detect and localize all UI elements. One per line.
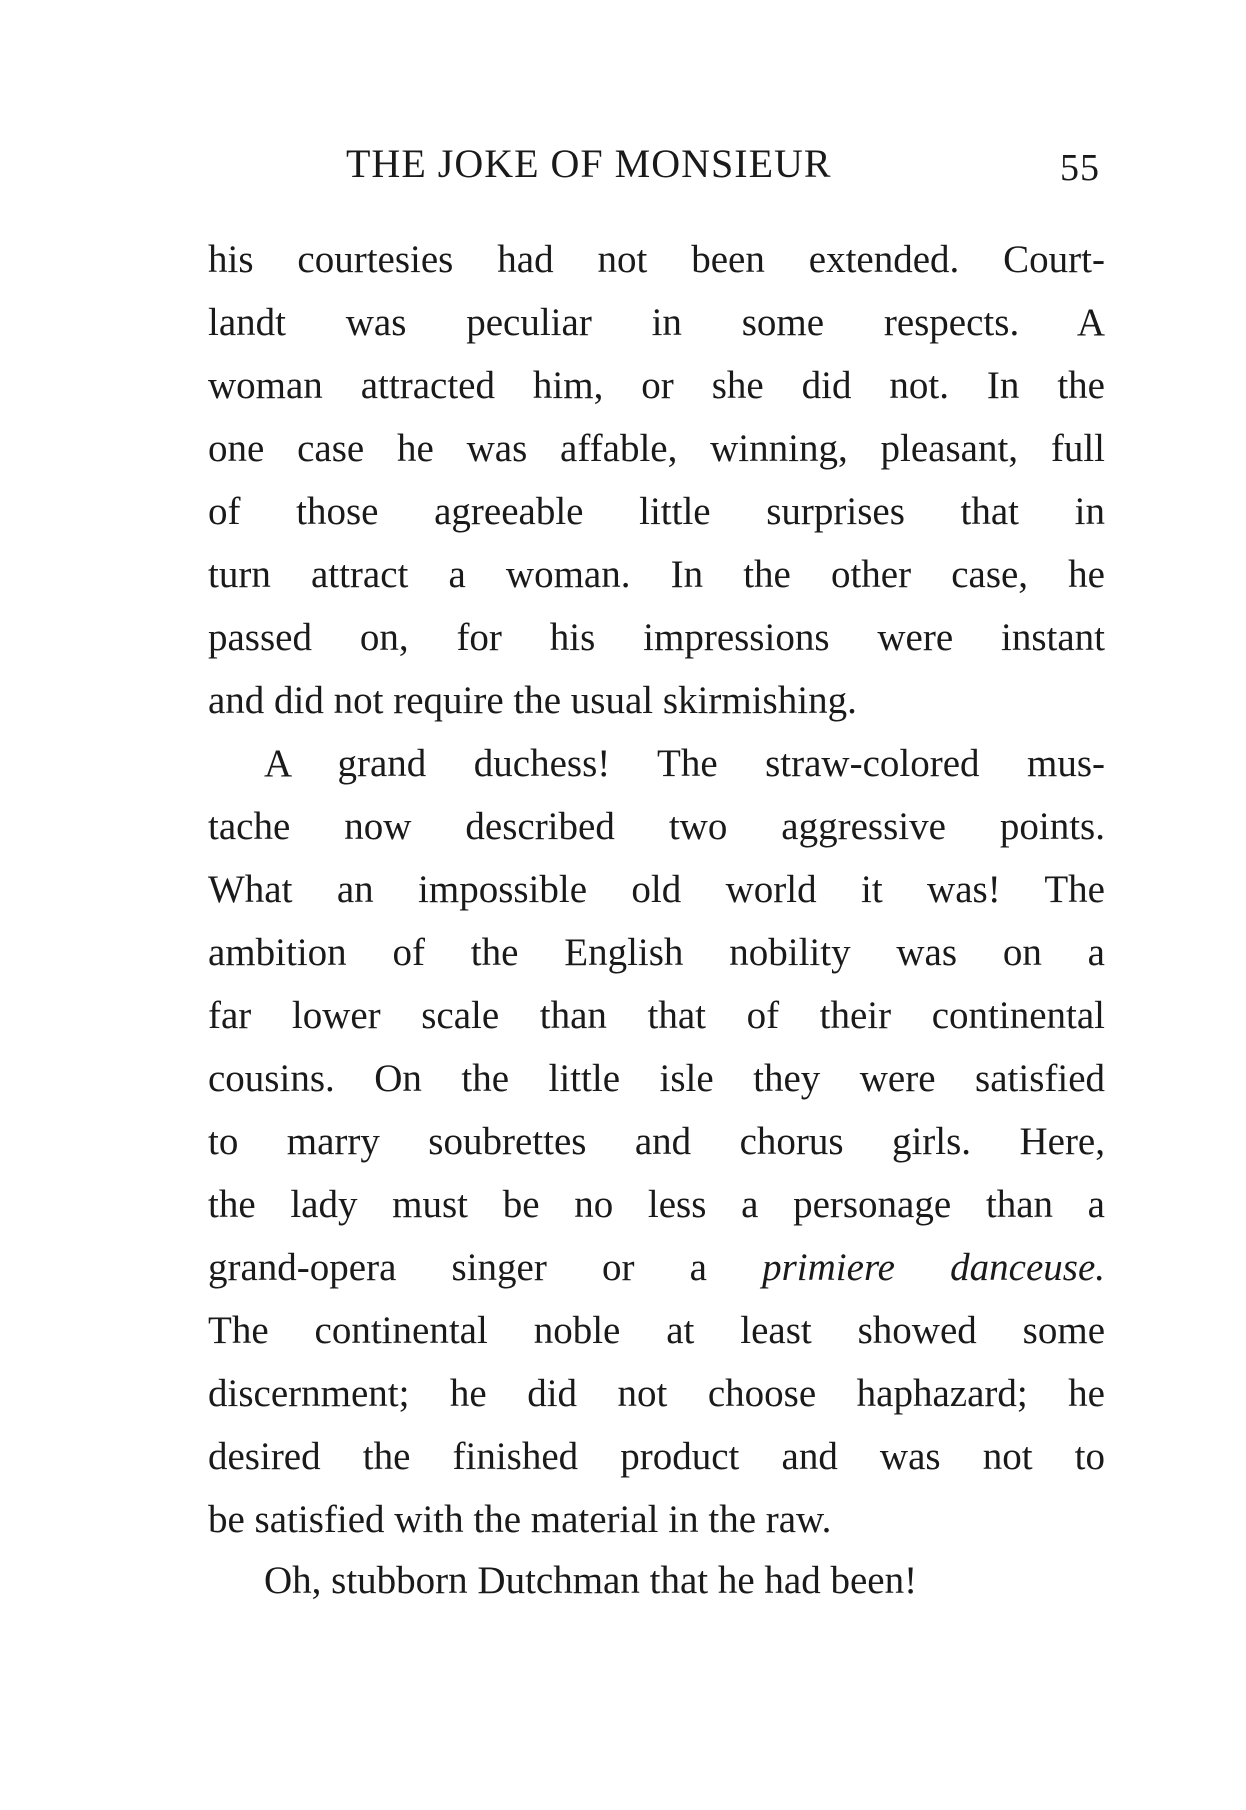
text-line-content: The continental noble at least showed some — [208, 1309, 1105, 1352]
text-line — [208, 1180, 1105, 1230]
text-line-content: A grand duchess! The straw-colored mus- — [264, 742, 1105, 785]
text-line — [264, 1556, 1105, 1606]
text-line-content: turn attract a woman. In the other case, he — [208, 553, 1105, 596]
text-line — [208, 1306, 1105, 1356]
text-line-content: passed on, for his impressions were instant — [208, 616, 1105, 659]
text-line-content: cousins. On the little isle they were satisfied — [208, 1057, 1105, 1100]
text-line — [208, 1369, 1105, 1419]
text-line-content: grand-opera singer or a — [208, 1246, 763, 1289]
text-line — [208, 550, 1105, 600]
text-line-content: far lower scale than that of their continental — [208, 994, 1105, 1037]
text-line — [208, 1054, 1105, 1104]
text-line — [208, 928, 1105, 978]
text-line — [208, 361, 1105, 411]
text-line — [208, 613, 1105, 663]
text-line — [208, 1243, 1105, 1293]
text-line — [208, 424, 1105, 474]
text-line — [208, 991, 1105, 1041]
running-header-title: THE JOKE OF MONSIEUR — [346, 141, 832, 186]
text-line — [208, 802, 1105, 852]
text-line-content: landt was peculiar in some respects. A — [208, 301, 1105, 344]
text-line-content: Oh, stubborn Dutchman that he had been! — [264, 1559, 918, 1602]
text-line — [264, 739, 1105, 789]
text-line — [208, 1117, 1105, 1167]
text-line-content: one case he was affable, winning, pleasant, full — [208, 427, 1105, 470]
text-line-content: to marry soubrettes and chorus girls. Here, — [208, 1120, 1105, 1163]
page-number: 55 — [1060, 147, 1100, 189]
text-line-content: What an impossible old world it was! The — [208, 868, 1105, 911]
text-line-content: of those agreeable little surprises that in — [208, 490, 1105, 533]
text-line-content: ambition of the English nobility was on a — [208, 931, 1105, 974]
text-line — [208, 1495, 1105, 1545]
text-line-content: his courtesies had not been extended. Court- — [208, 238, 1105, 281]
text-line-content: and did not require the usual skirmishing. — [208, 679, 857, 722]
text-line-content: discernment; he did not choose haphazard; he — [208, 1372, 1105, 1415]
text-line — [208, 298, 1105, 348]
text-line — [208, 865, 1105, 915]
text-line — [208, 235, 1105, 285]
text-line — [208, 676, 1105, 726]
text-line-content: desired the finished product and was not to — [208, 1435, 1105, 1478]
text-line — [208, 487, 1105, 537]
text-line — [208, 1432, 1105, 1482]
italic-phrase: primiere danceuse. — [762, 1246, 1105, 1289]
text-line-content: the lady must be no less a personage than a — [208, 1183, 1105, 1226]
text-line-content: woman attracted him, or she did not. In the — [208, 364, 1105, 407]
text-line-content: be satisfied with the material in the raw. — [208, 1498, 832, 1541]
text-line-content: tache now described two aggressive points. — [208, 805, 1105, 848]
